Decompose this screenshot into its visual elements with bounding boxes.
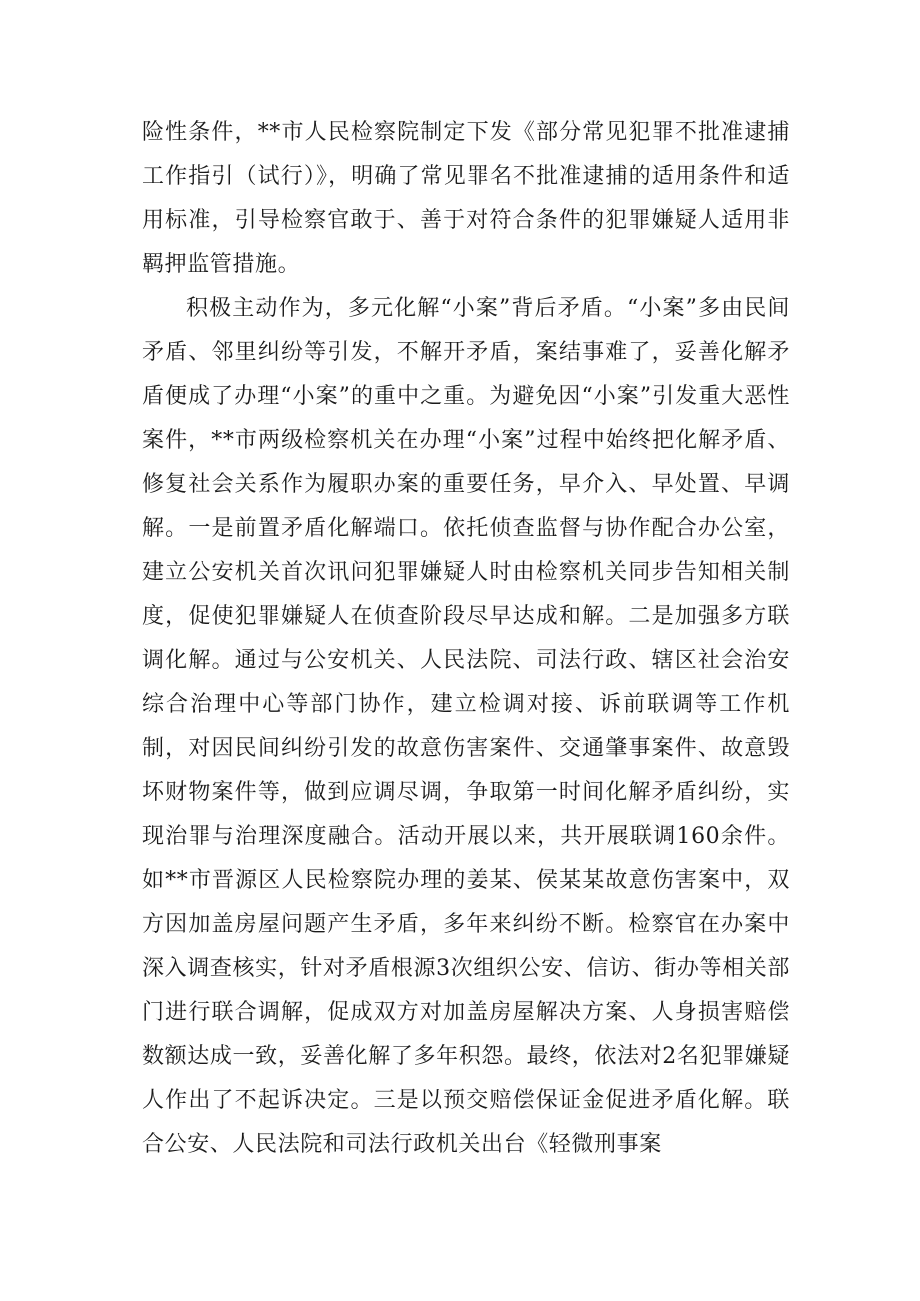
paragraph-small-case-conflict-resolution: 积极主动作为，多元化解“小案”背后矛盾。“小案”多由民间矛盾、邻里纠纷等引发，不解开矛盾，案结事难了，妥善化解矛盾便成了办理“小案”的重中之重。为避免因“小案”引发重大恶性案件，**市两级检察机关在办理“小案”过程中始终把化解矛盾、修复社会关系作为履职办案的重要任务，早介入、早处置、早调解。一是前置矛盾化解端口。依托侦查监督与协作配合办公室，建立公安机关首次讯问犯罪嫌疑人时由检察机关同步告知相关制度，促使犯罪嫌疑人在侦查阶段尽早达成和解。二是加强多方联调化解。通过与公安机关、人民法院、司法行政、辖区社会治安综合治理中心等部门协作，建立检调对接、诉前联调等工作机制，对因民间纠纷引发的故意伤害案件、交通肇事案件、故意毁坏财物案件等，做到应调尽调，争取第一时间化解矛盾纠纷，实现治罪与治理深度融合。活动开展以来，共开展联调160余件。如**市晋源区人民检察院办理的姜某、侯某某故意伤害案中，双方因加盖房屋问题产生矛盾，多年来纠纷不断。检察官在办案中深入调查核实，针对矛盾根源3次组织公安、信访、街办等相关部门进行联合调解，促成双方对加盖房屋解决方案、人身损害赔偿数额达成一致，妥善化解了多年积怨。最终，依法对2名犯罪嫌疑人作出了不起诉决定。三是以预交赔偿保证金促进矛盾化解。联合公安、人民法院和司法行政机关出台《轻微刑事案 xyxy=(142,296,790,1157)
document-body xyxy=(142,111,790,1167)
paragraph-arrest-guideline: 险性条件，**市人民检察院制定下发《部分常见犯罪不批准逮捕工作指引（试行）》，明确了常见罪名不批准逮捕的适用条件和适用标准，引导检察官敢于、善于对符合条件的犯罪嫌疑人适用非羁押监管措施。 xyxy=(142,120,790,277)
